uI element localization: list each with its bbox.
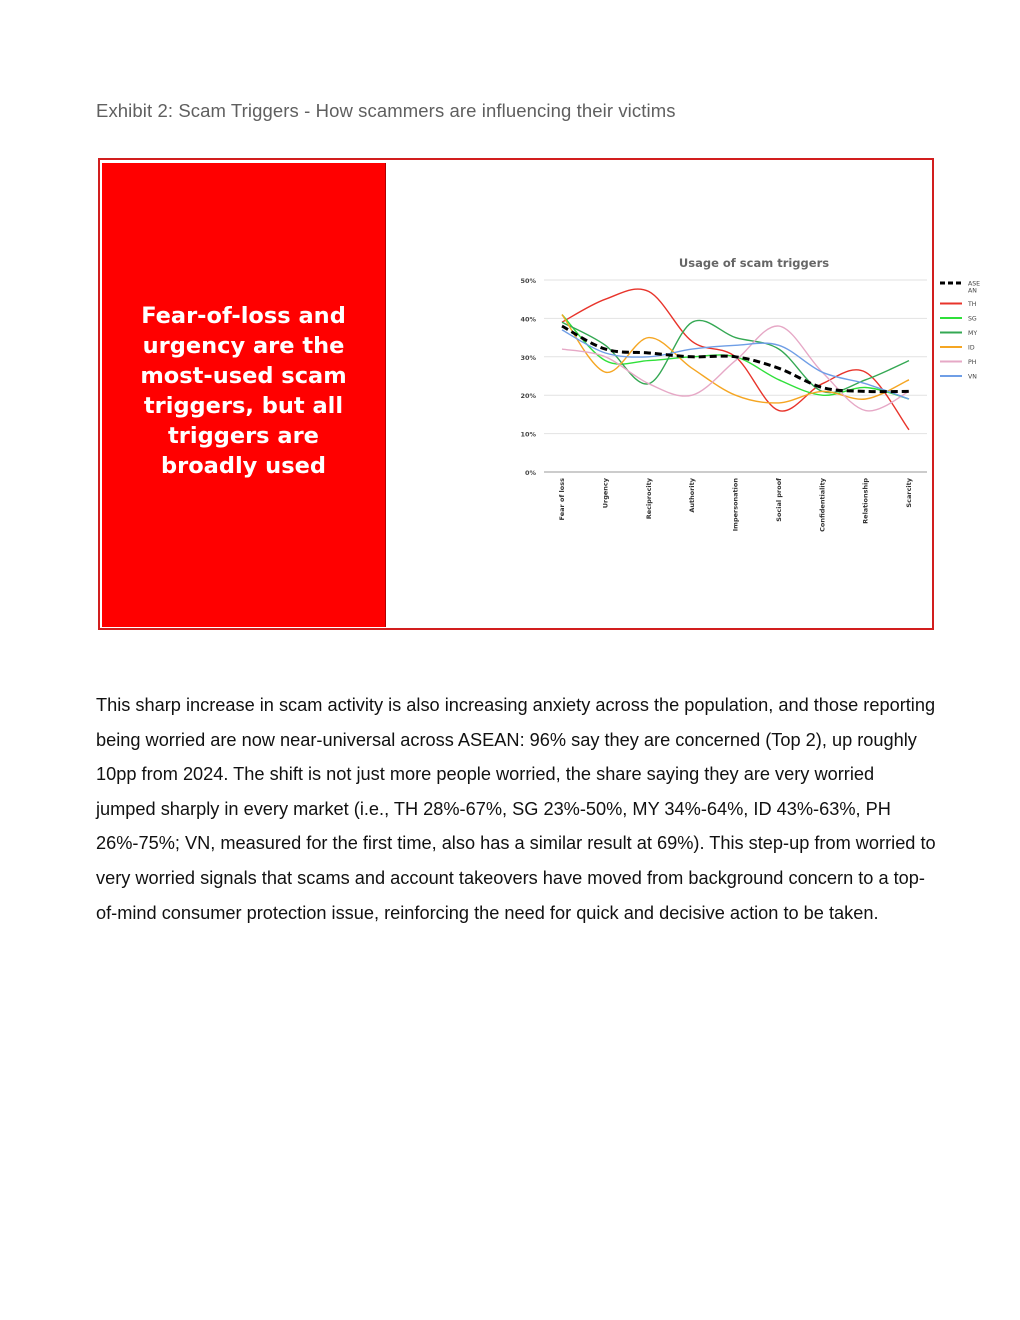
- x-tick-label: Urgency: [601, 478, 610, 509]
- legend-label: PH: [968, 359, 977, 366]
- chart-title: Usage of scam triggers: [678, 256, 830, 270]
- x-tick-label: Authority: [688, 478, 697, 513]
- series-line-th: [562, 289, 909, 430]
- headline-panel: [102, 163, 386, 627]
- x-tick-label: Impersonation: [731, 478, 740, 532]
- y-tick-label: 10%: [520, 430, 536, 439]
- exhibit-box: [98, 158, 981, 630]
- legend-label: SG: [968, 315, 977, 323]
- scam-triggers-chart: [410, 250, 981, 550]
- exhibit-caption: Exhibit 2: Scam Triggers - How scammers are influencing their victims: [96, 100, 676, 121]
- x-tick-label: Relationship: [861, 478, 870, 524]
- legend-label: AN: [968, 287, 977, 295]
- y-tick-label: 0%: [524, 469, 536, 477]
- y-tick-label: 30%: [520, 353, 536, 362]
- y-tick-label: 50%: [520, 277, 536, 285]
- legend-label: ASE: [968, 280, 981, 288]
- x-tick-label: Social proof: [774, 478, 783, 522]
- x-tick-label: Reciprocity: [644, 478, 653, 520]
- headline-text: Fear-of-loss and urgency are the most-used scam triggers, but all triggers are broadly used: [140, 303, 347, 479]
- body-paragraph: [96, 688, 936, 930]
- legend-label: TH: [968, 301, 977, 308]
- legend-label: ID: [968, 344, 975, 352]
- legend-label: MY: [968, 330, 978, 337]
- body-paragraph-text: This sharp increase in scam activity is also increasing anxiety across the population, and those reporting being worried are now near-universal across ASEAN: 96% say they are concerned (Top 2), up roughly 10pp from 2024. The shift is not just more people worried, the share saying they are very worried jumped sharply in every market (i.e., TH 28%-67%, SG 23%-50%, MY 34%-64%, ID 43%-63%, PH 26%-75%; VN, measured for the first time, also has a similar result at 69%). This step-up from worried to very worried signals that scams and account takeovers have moved from background concern to a top-of-mind consumer protection issue, reinforcing the need for quick and decisive action to be taken.: [96, 695, 936, 923]
- x-tick-label: Confidentiality: [818, 478, 827, 532]
- legend-label: VN: [968, 373, 977, 381]
- x-tick-label: Scarcity: [905, 478, 913, 508]
- x-tick-label: Fear of loss: [558, 478, 566, 521]
- y-tick-label: 40%: [520, 315, 536, 324]
- series-line-id: [562, 315, 909, 403]
- y-tick-label: 20%: [520, 392, 536, 401]
